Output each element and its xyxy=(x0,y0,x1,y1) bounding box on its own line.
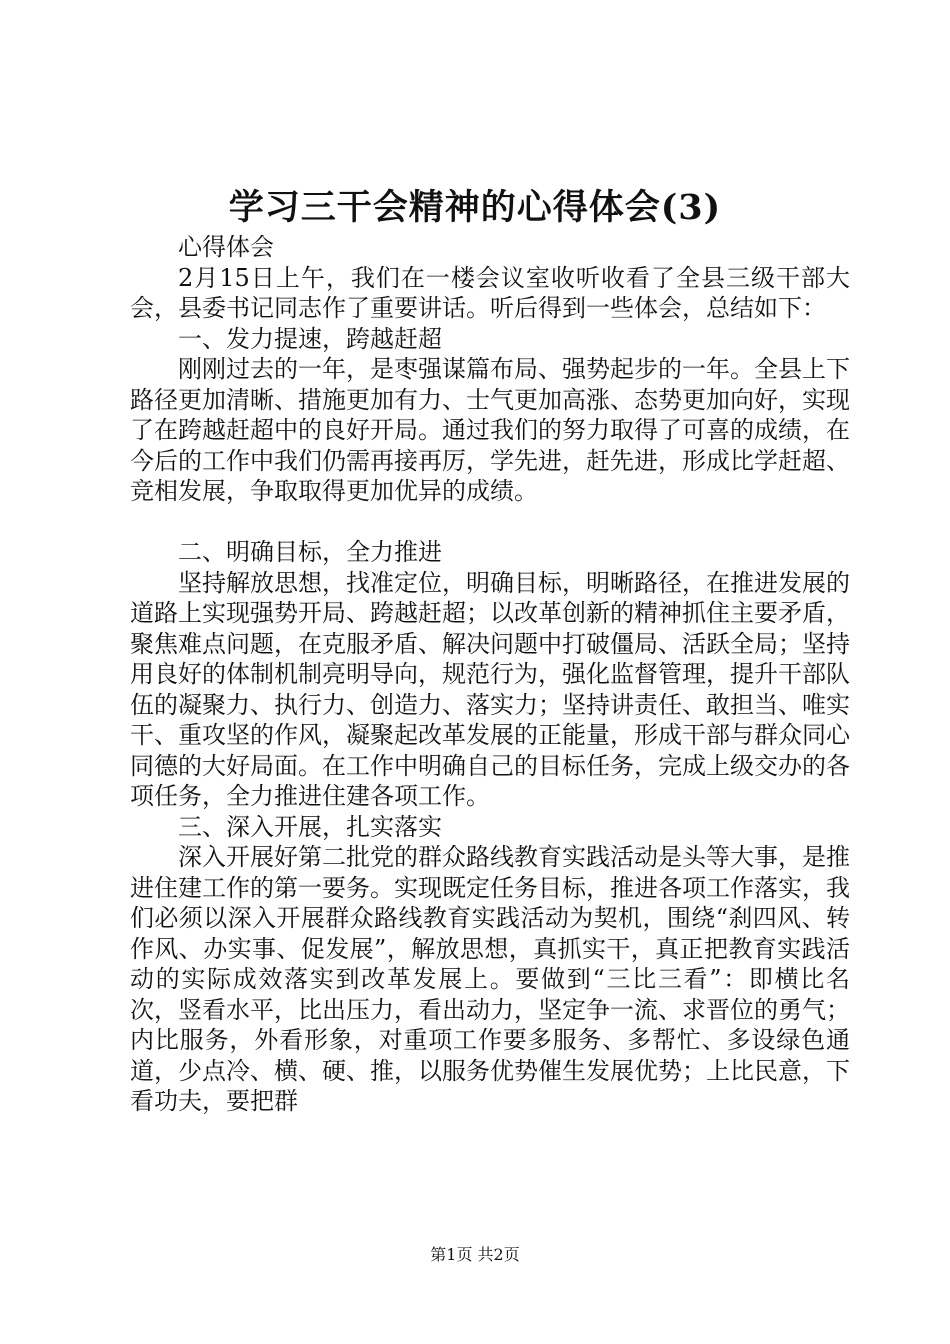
section-2-paragraph: 坚持解放思想，找准定位，明确目标，明晰路径，在推进发展的道路上实现强势开局、跨越赶超；以改革创新的精神抓住主要矛盾，聚焦难点问题，在克服矛盾、解决问题中打破僵局、活跃全局；坚持用良好的体制机制亮明导向，规范行为，强化监督管理，提升干部队伍的凝聚力、执行力、创造力、落实力；坚持讲责任、敢担当、唯实干、重攻坚的作风，凝聚起改革发展的正能量，形成干部与群众同心同德的大好局面。在工作中明确自己的目标任务，完成上级交办的各项任务，全力推进住建各项工作。 xyxy=(130,568,850,810)
paragraph-spacer xyxy=(130,507,850,538)
section-1-paragraph: 刚刚过去的一年，是枣强谋篇布局、强势起步的一年。全县上下路径更加清晰、措施更加有力、士气更加高涨、态势更加向好，实现了在跨越赶超中的良好开局。通过我们的努力取得了可喜的成绩，在今后的工作中我们仍需再接再厉，学先进，赶先进，形成比学赶超、竞相发展，争取取得更加优异的成绩。 xyxy=(130,355,850,505)
document-body xyxy=(130,232,850,1117)
intro-paragraph: 2月15日上午，我们在一楼会议室收听收看了全县三级干部大会，县委书记同志作了重要讲话。听后得到一些体会，总结如下： xyxy=(130,263,850,322)
section-heading-2: 二、明确目标，全力推进 xyxy=(178,538,442,566)
document-title: 学习三干会精神的心得体会(3) xyxy=(228,187,722,228)
section-heading-1: 一、发力提速，跨越赶超 xyxy=(178,324,442,353)
page-number-footer: 第1页 共2页 xyxy=(430,1245,520,1264)
section-3-paragraph: 深入开展好第二批党的群众路线教育实践活动是头等大事，是推进住建工作的第一要务。实现既定任务目标，推进各项工作落实，我们必须以深入开展群众路线教育实践活动为契机，围绕“刹四风、转作风、办实事、促发展”，解放思想，真抓实干，真正把教育实践活动的实际成效落实到改革发展上。要做到“三比三看”：即横比名次，竖看水平，比出压力，看出动力，坚定争一流、求晋位的勇气；内比服务，外看形象，对重项工作要多服务、多帮忙、多设绿色通道，少点冷、横、硬、推，以服务优势催生发展优势；上比民意，下看功夫，要把群 xyxy=(130,843,850,1115)
section-heading-3: 三、深入开展，扎实落实 xyxy=(178,812,442,841)
section-label-xinde: 心得体会 xyxy=(178,233,274,261)
